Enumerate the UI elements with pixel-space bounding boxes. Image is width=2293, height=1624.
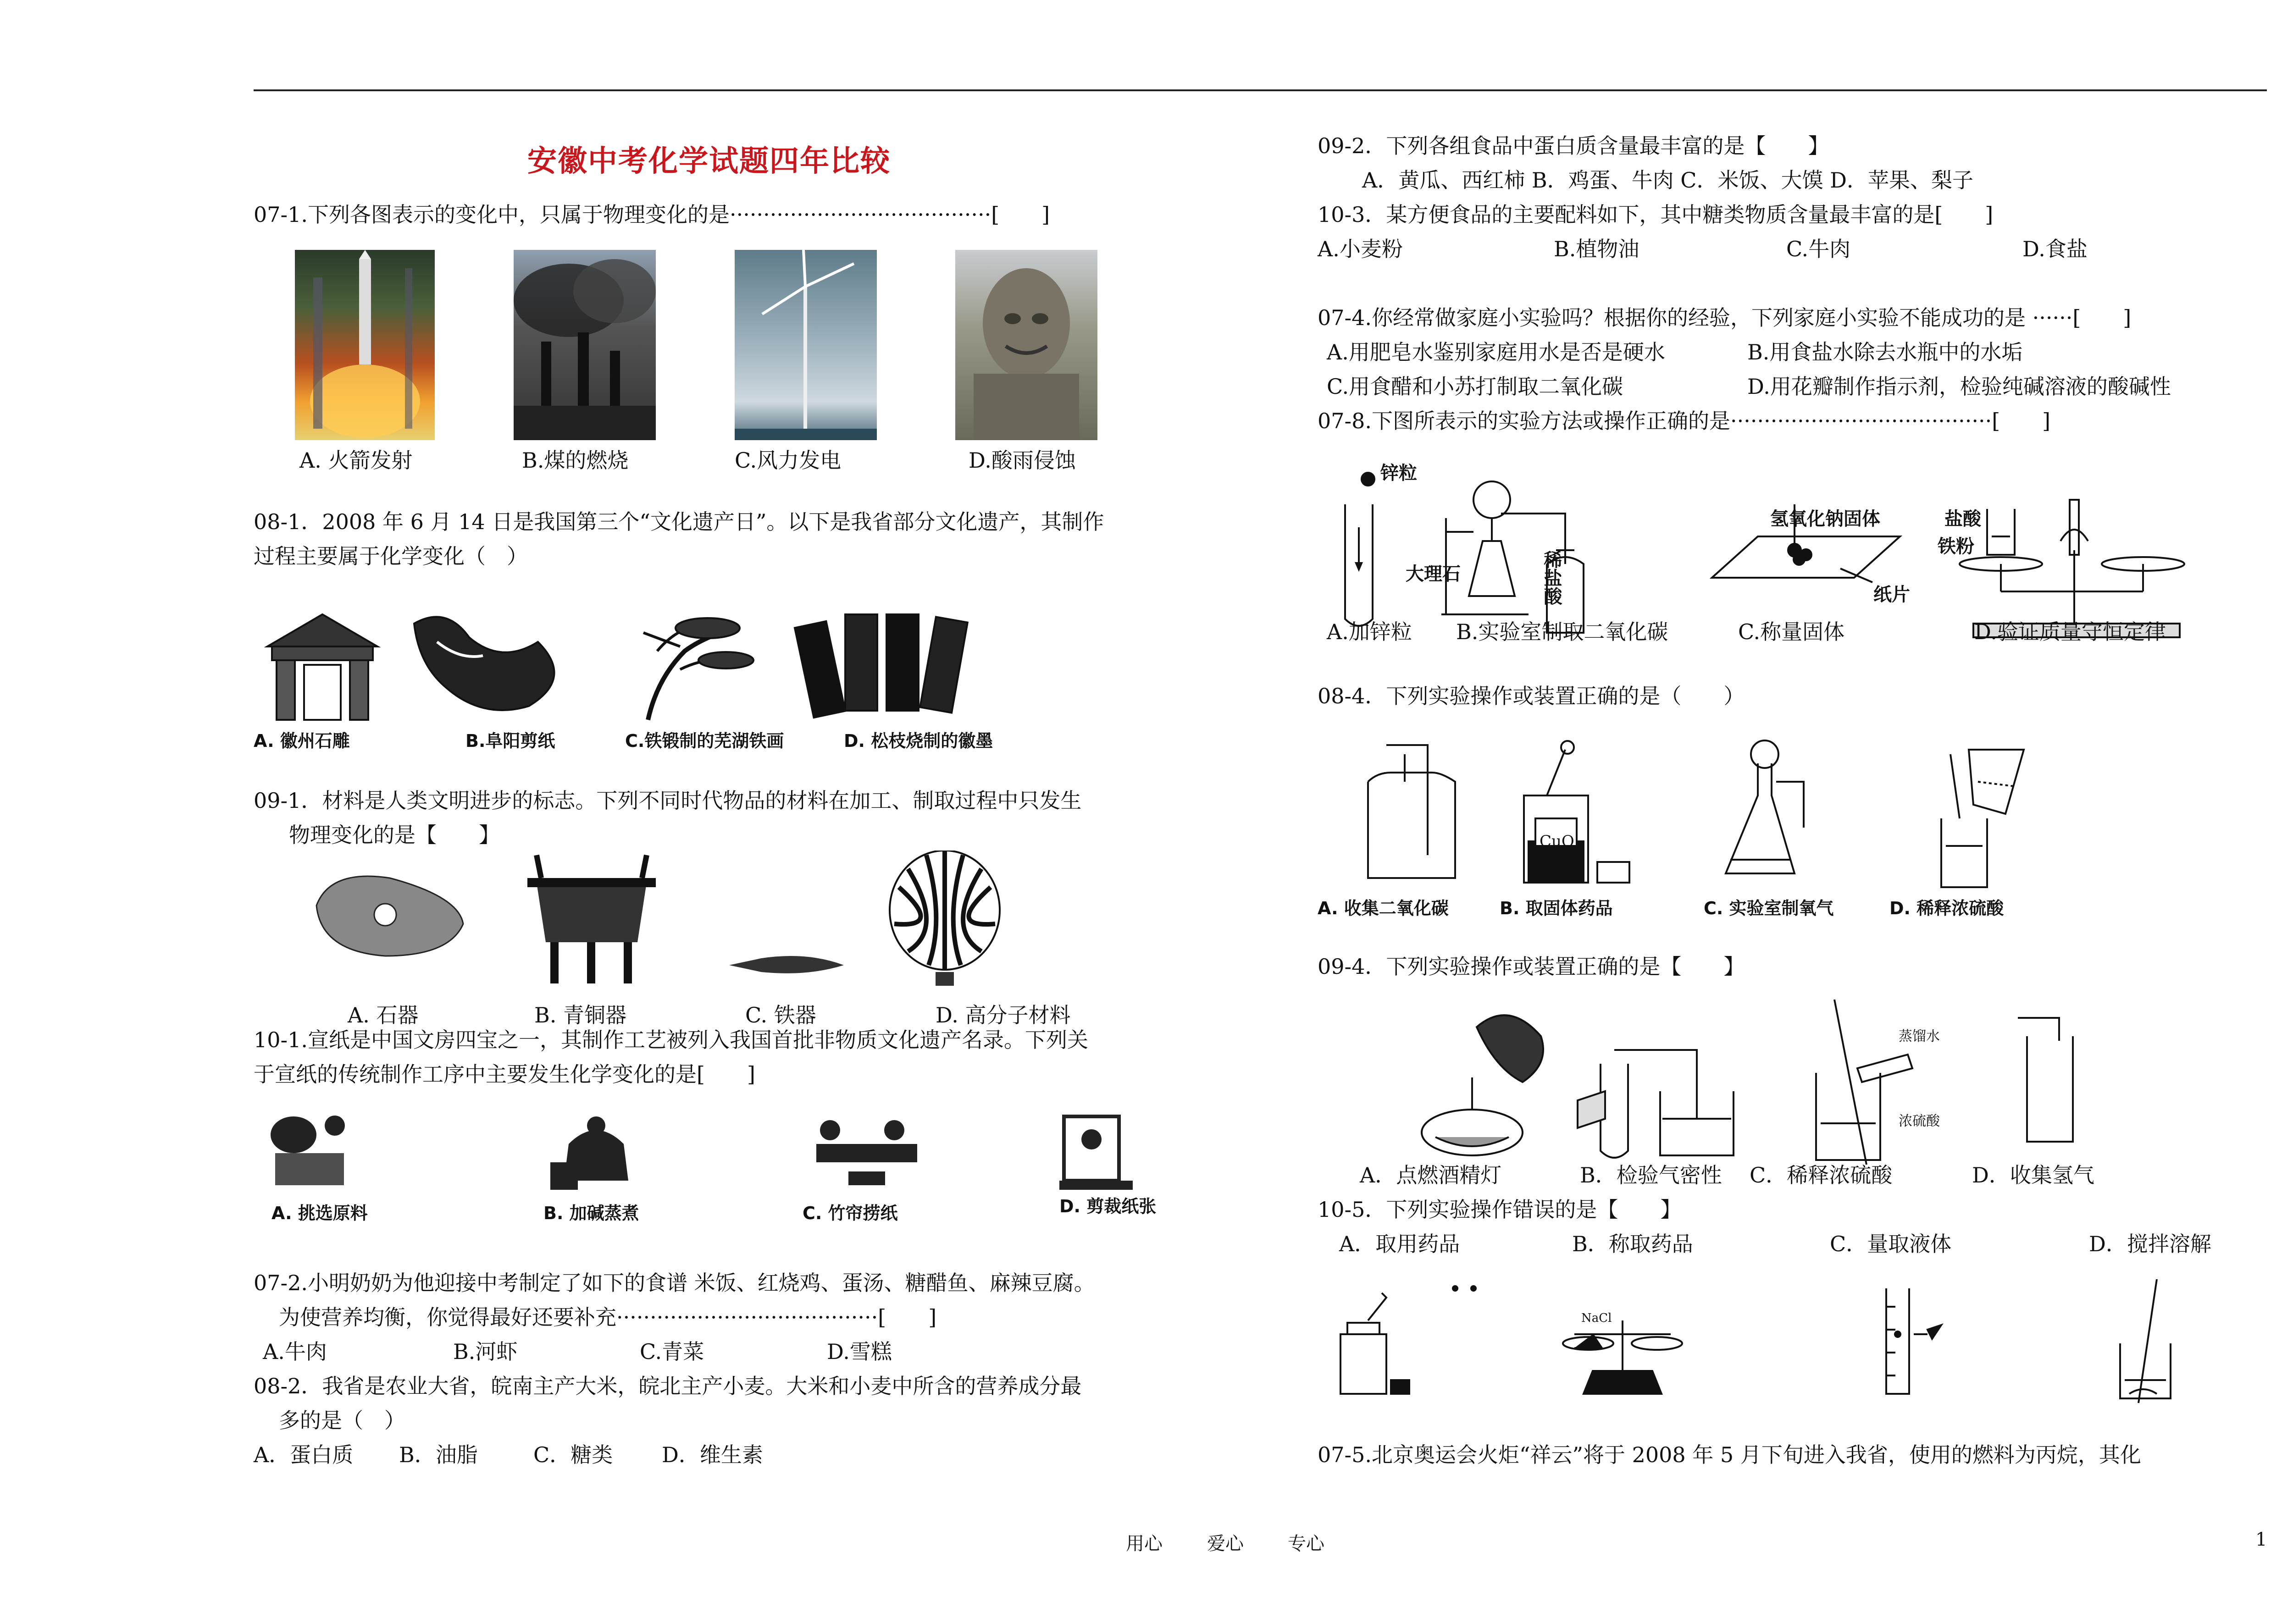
question-09-1-line1: 09-1．材料是人类文明进步的标志。下列不同时代物品的材料在加工、制取过程中只发生 — [254, 788, 1082, 813]
option-09-4-d: D．收集氢气 — [1972, 1163, 2094, 1188]
option-08-1-c: C.铁锻制的芜湖铁画 — [625, 731, 784, 751]
option-08-2-b: B．油脂 — [399, 1442, 478, 1467]
option-10-1-c: C. 竹帘捞纸 — [803, 1203, 898, 1223]
option-07-2-a: A.牛肉 — [263, 1339, 327, 1364]
label-nacl: NaCl — [1581, 1311, 1612, 1325]
option-09-1-b: B. 青铜器 — [534, 1003, 627, 1027]
header-rule — [254, 89, 2267, 91]
option-07-4-a: A.用肥皂水鉴别家庭用水是否是硬水 — [1327, 340, 1665, 365]
question-08-1-line2: 过程主要属于化学变化（ ） — [254, 544, 528, 569]
option-08-4-d: D. 稀释浓硫酸 — [1889, 898, 2004, 918]
option-10-5-c: C．量取液体 — [1830, 1232, 1952, 1256]
footer-motto-3: 专心 — [1288, 1533, 1324, 1554]
option-09-4-a: A．点燃酒精灯 — [1360, 1163, 1502, 1188]
option-07-1-c: C.风力发电 — [735, 448, 842, 473]
rocket-launch-photo — [295, 250, 435, 440]
acid-rain-statue-photo — [955, 250, 1097, 440]
option-08-4-c: C. 实验室制氧气 — [1704, 898, 1834, 918]
question-07-2-line1: 07-2.小明奶奶为他迎接中考制定了如下的食谱 米饭、红烧鸡、蛋汤、糖醋鱼、麻辣豆腐。 — [254, 1270, 1095, 1295]
option-07-8-d: D.验证质量守恒定律 — [1974, 619, 2166, 644]
option-10-1-b: B. 加碱蒸煮 — [543, 1203, 639, 1223]
question-09-4: 09-4．下列实验操作或装置正确的是【 】 — [1318, 954, 1745, 979]
question-10-3: 10-3．某方便食品的主要配料如下，其中糖类物质含量最丰富的是[ ] — [1318, 202, 1994, 227]
label-conc-h2so4: 浓硫酸 — [1899, 1113, 1940, 1129]
label-cuo: CuO — [1540, 832, 1574, 851]
option-07-8-b: B.实验室制取二氧化碳 — [1456, 619, 1668, 644]
question-07-8: 07-8.下图所表示的实验方法或操作正确的是·······································[ ] — [1318, 409, 2051, 433]
option-10-3-d: D.食盐 — [2022, 237, 2088, 261]
option-08-2-d: D．维生素 — [662, 1442, 763, 1467]
option-10-3-c: C.牛肉 — [1786, 237, 1851, 261]
question-08-2-line1: 08-2．我省是农业大省，皖南主产大米，皖北主产小麦。大米和小麦中所含的营养成分最 — [254, 1374, 1082, 1398]
footer-motto-2: 爱心 — [1207, 1533, 1244, 1554]
option-10-5-a: A．取用药品 — [1339, 1232, 1460, 1256]
lab-operations-10-figure — [1318, 1279, 2281, 1408]
option-07-1-d: D.酸雨侵蚀 — [969, 448, 1076, 473]
option-10-3-a: A.小麦粉 — [1318, 237, 1403, 261]
option-08-1-b: B.阜阳剪纸 — [465, 731, 555, 751]
page-number: 1 — [2255, 1529, 2267, 1550]
question-07-2-line2: 为使营养均衡，你觉得最好还要补充·······································[ ] — [279, 1305, 937, 1330]
option-10-1-d: D. 剪裁纸张 — [1059, 1196, 1157, 1216]
option-08-2-a: A．蛋白质 — [254, 1442, 354, 1467]
option-07-8-c: C.称量固体 — [1738, 619, 1845, 644]
question-07-1: 07-1.下列各图表示的变化中，只属于物理变化的是·······································[ ] — [254, 202, 1050, 227]
materials-figure — [312, 851, 1091, 993]
option-08-1-d: D. 松枝烧制的徽墨 — [844, 731, 993, 751]
question-10-1-line1: 10-1.宣纸是中国文房四宝之一，其制作工艺被列入我国首批非物质文化遗产名录。下列关 — [254, 1027, 1088, 1052]
label-zinc: 锌粒 — [1380, 462, 1417, 484]
option-07-1-a: A. 火箭发射 — [299, 448, 413, 473]
option-09-1-d: D. 高分子材料 — [936, 1003, 1071, 1027]
question-07-4: 07-4.你经常做家庭小实验吗？根据你的经验，下列家庭小实验不能成功的是 ······[ ] — [1318, 305, 2132, 330]
option-10-5-b: B．称取药品 — [1572, 1232, 1693, 1256]
option-07-2-d: D.雪糕 — [827, 1339, 892, 1364]
option-08-1-a: A. 徽州石雕 — [254, 731, 350, 751]
option-10-1-a: A. 挑选原料 — [271, 1203, 368, 1223]
option-09-1-a: A. 石器 — [348, 1003, 419, 1027]
question-07-5: 07-5.北京奥运会火炬“祥云”将于 2008 年 5 月下旬进入我省，使用的燃料为丙烷，其化 — [1318, 1442, 2141, 1467]
option-07-4-b: B.用食盐水除去水瓶中的水垢 — [1747, 340, 2023, 365]
page-title: 安徽中考化学试题四年比较 — [527, 144, 891, 178]
question-08-4: 08-4．下列实验操作或装置正确的是（ ） — [1318, 684, 1745, 708]
option-09-4-b: B．检验气密性 — [1580, 1163, 1722, 1188]
option-10-3-b: B.植物油 — [1554, 237, 1639, 261]
label-hcl: 盐酸 — [1944, 508, 1981, 530]
option-07-4-d: D.用花瓣制作指示剂，检验纯碱溶液的酸碱性 — [1747, 374, 2171, 399]
wind-turbine-photo — [735, 250, 877, 440]
option-07-1-b: B.煤的燃烧 — [522, 448, 629, 473]
option-07-4-c: C.用食醋和小苏打制取二氧化碳 — [1327, 374, 1623, 399]
label-iron-powder: 铁粉 — [1938, 536, 1974, 557]
option-07-2-b: B.河虾 — [453, 1339, 518, 1364]
question-08-1-line1: 08-1．2008 年 6 月 14 日是我国第三个“文化遗产日”。以下是我省部分文化遗产，其制作 — [254, 509, 1104, 534]
option-08-4-a: A. 收集二氧化碳 — [1318, 898, 1449, 918]
label-marble: 大理石 — [1406, 563, 1461, 585]
option-08-2-c: C．糖类 — [533, 1442, 613, 1467]
option-09-1-c: C. 铁器 — [745, 1003, 816, 1027]
label-naoh-solid: 氢氧化钠固体 — [1770, 508, 1880, 530]
xuan-paper-figure — [266, 1098, 1179, 1208]
label-distilled-water: 蒸馏水 — [1899, 1028, 1940, 1044]
option-10-5-d: D．搅拌溶解 — [2089, 1232, 2211, 1256]
question-10-1-line2: 于宣纸的传统制作工序中主要发生化学变化的是[ ] — [254, 1062, 755, 1087]
question-10-5: 10-5．下列实验操作错误的是【 】 — [1318, 1197, 1682, 1222]
question-09-1-line2: 物理变化的是【 】 — [289, 823, 500, 847]
label-dilute-hcl: 稀盐酸 — [1541, 550, 1562, 605]
option-09-4-c: C．稀释浓硫酸 — [1750, 1163, 1893, 1188]
lab-operations-09-figure — [1403, 1000, 2137, 1169]
footer-motto-1: 用心 — [1126, 1533, 1163, 1554]
question-09-2-options: A．黄瓜、西红柿 B．鸡蛋、牛肉 C．米饭、大馍 D．苹果、梨子 — [1362, 168, 1973, 193]
option-07-8-a: A.加锌粒 — [1327, 619, 1412, 644]
lab-operations-08-figure — [1318, 736, 2051, 892]
option-07-2-c: C.青菜 — [640, 1339, 704, 1364]
coal-burning-photo — [514, 250, 656, 440]
label-paper: 纸片 — [1873, 584, 1910, 605]
option-08-4-b: B. 取固体药品 — [1500, 898, 1613, 918]
question-09-2: 09-2．下列各组食品中蛋白质含量最丰富的是【 】 — [1318, 133, 1829, 158]
question-08-2-line2: 多的是（ ） — [279, 1408, 405, 1433]
